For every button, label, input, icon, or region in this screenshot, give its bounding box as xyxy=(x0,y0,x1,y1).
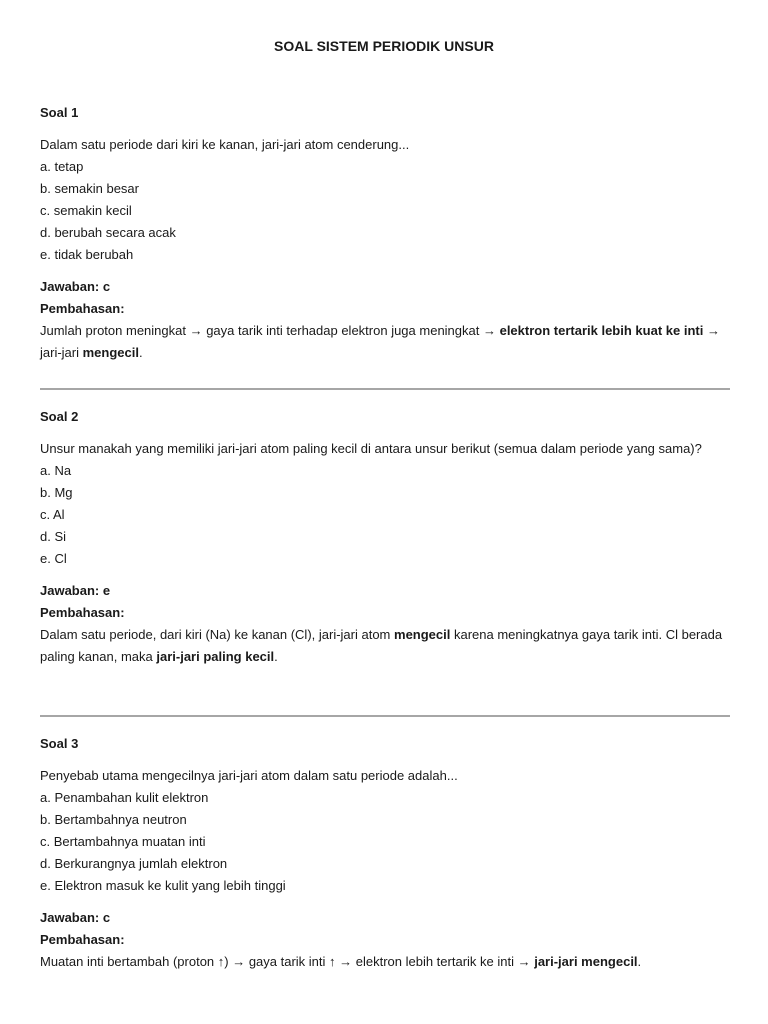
document-title: SOAL SISTEM PERIODIK UNSUR xyxy=(274,38,494,54)
explanation-part: . xyxy=(138,345,143,360)
option-d: d. Si xyxy=(40,529,67,544)
option-list xyxy=(40,156,730,266)
option-d: d. berubah secara acak xyxy=(40,225,176,240)
option-e: e. Elektron masuk ke kulit yang lebih tinggi xyxy=(40,878,286,893)
explanation-part: . xyxy=(274,649,278,664)
question-text: Penyebab utama mengecilnya jari-jari atom dalam satu periode adalah... xyxy=(40,768,458,783)
question-label: Soal 1 xyxy=(40,105,79,120)
question-text: Dalam satu periode dari kiri ke kanan, jari-jari atom cenderung... xyxy=(40,137,410,152)
explanation-part: → jari-jari xyxy=(40,323,720,360)
explanation-label: Pembahasan: xyxy=(40,301,125,316)
option-e: e. Cl xyxy=(40,551,67,566)
explanation-label: Pembahasan: xyxy=(40,932,125,947)
option-list xyxy=(40,787,730,897)
answer-text: Jawaban: c xyxy=(40,279,111,294)
explanation-text xyxy=(40,951,730,973)
answer-text: Jawaban: e xyxy=(40,583,111,598)
question-block-1 xyxy=(40,102,730,364)
option-c: c. Al xyxy=(40,507,65,522)
option-e: e. tidak berubah xyxy=(40,247,134,262)
explanation-label: Pembahasan: xyxy=(40,605,125,620)
option-d: d. Berkurangnya jumlah elektron xyxy=(40,856,228,871)
question-label: Soal 3 xyxy=(40,736,79,751)
explanation-bold: mengecil xyxy=(82,345,139,360)
question-block-3 xyxy=(40,733,730,973)
explanation-part: karena meningkatnya gaya tarik inti. Cl berada paling kanan, maka xyxy=(40,627,723,664)
question-label: Soal 2 xyxy=(40,409,79,424)
explanation-bold: elektron tertarik lebih kuat ke inti xyxy=(499,323,704,338)
option-c: c. semakin kecil xyxy=(40,203,132,218)
explanation-part: Dalam satu periode, dari kiri (Na) ke kanan (Cl), jari-jari atom xyxy=(40,627,395,642)
explanation-part: Muatan inti bertambah (proton ↑) → gaya tarik inti ↑ → elektron lebih tertarik ke inti → xyxy=(40,954,535,969)
explanation-part: Jumlah proton meningkat → gaya tarik inti terhadap elektron juga meningkat → xyxy=(40,323,500,338)
question-block-2 xyxy=(40,406,730,668)
explanation-text xyxy=(40,624,730,668)
explanation-part: . xyxy=(637,954,642,969)
option-b: b. Bertambahnya neutron xyxy=(40,812,187,827)
option-a: a. Penambahan kulit elektron xyxy=(40,790,209,805)
option-list xyxy=(40,460,730,570)
option-a: a. tetap xyxy=(40,159,84,174)
explanation-bold: jari-jari paling kecil xyxy=(156,649,275,664)
explanation-bold: jari-jari mengecil xyxy=(534,954,638,969)
question-text: Unsur manakah yang memiliki jari-jari atom paling kecil di antara unsur berikut (semua dalam periode yang sama)? xyxy=(40,441,702,456)
option-b: b. Mg xyxy=(40,485,73,500)
explanation-bold: mengecil xyxy=(394,627,451,642)
answer-text: Jawaban: c xyxy=(40,910,111,925)
option-a: a. Na xyxy=(40,463,72,478)
section-divider xyxy=(40,388,730,390)
option-c: c. Bertambahnya muatan inti xyxy=(40,834,206,849)
option-b: b. semakin besar xyxy=(40,181,139,196)
section-divider xyxy=(40,715,730,717)
explanation-text xyxy=(40,320,730,364)
